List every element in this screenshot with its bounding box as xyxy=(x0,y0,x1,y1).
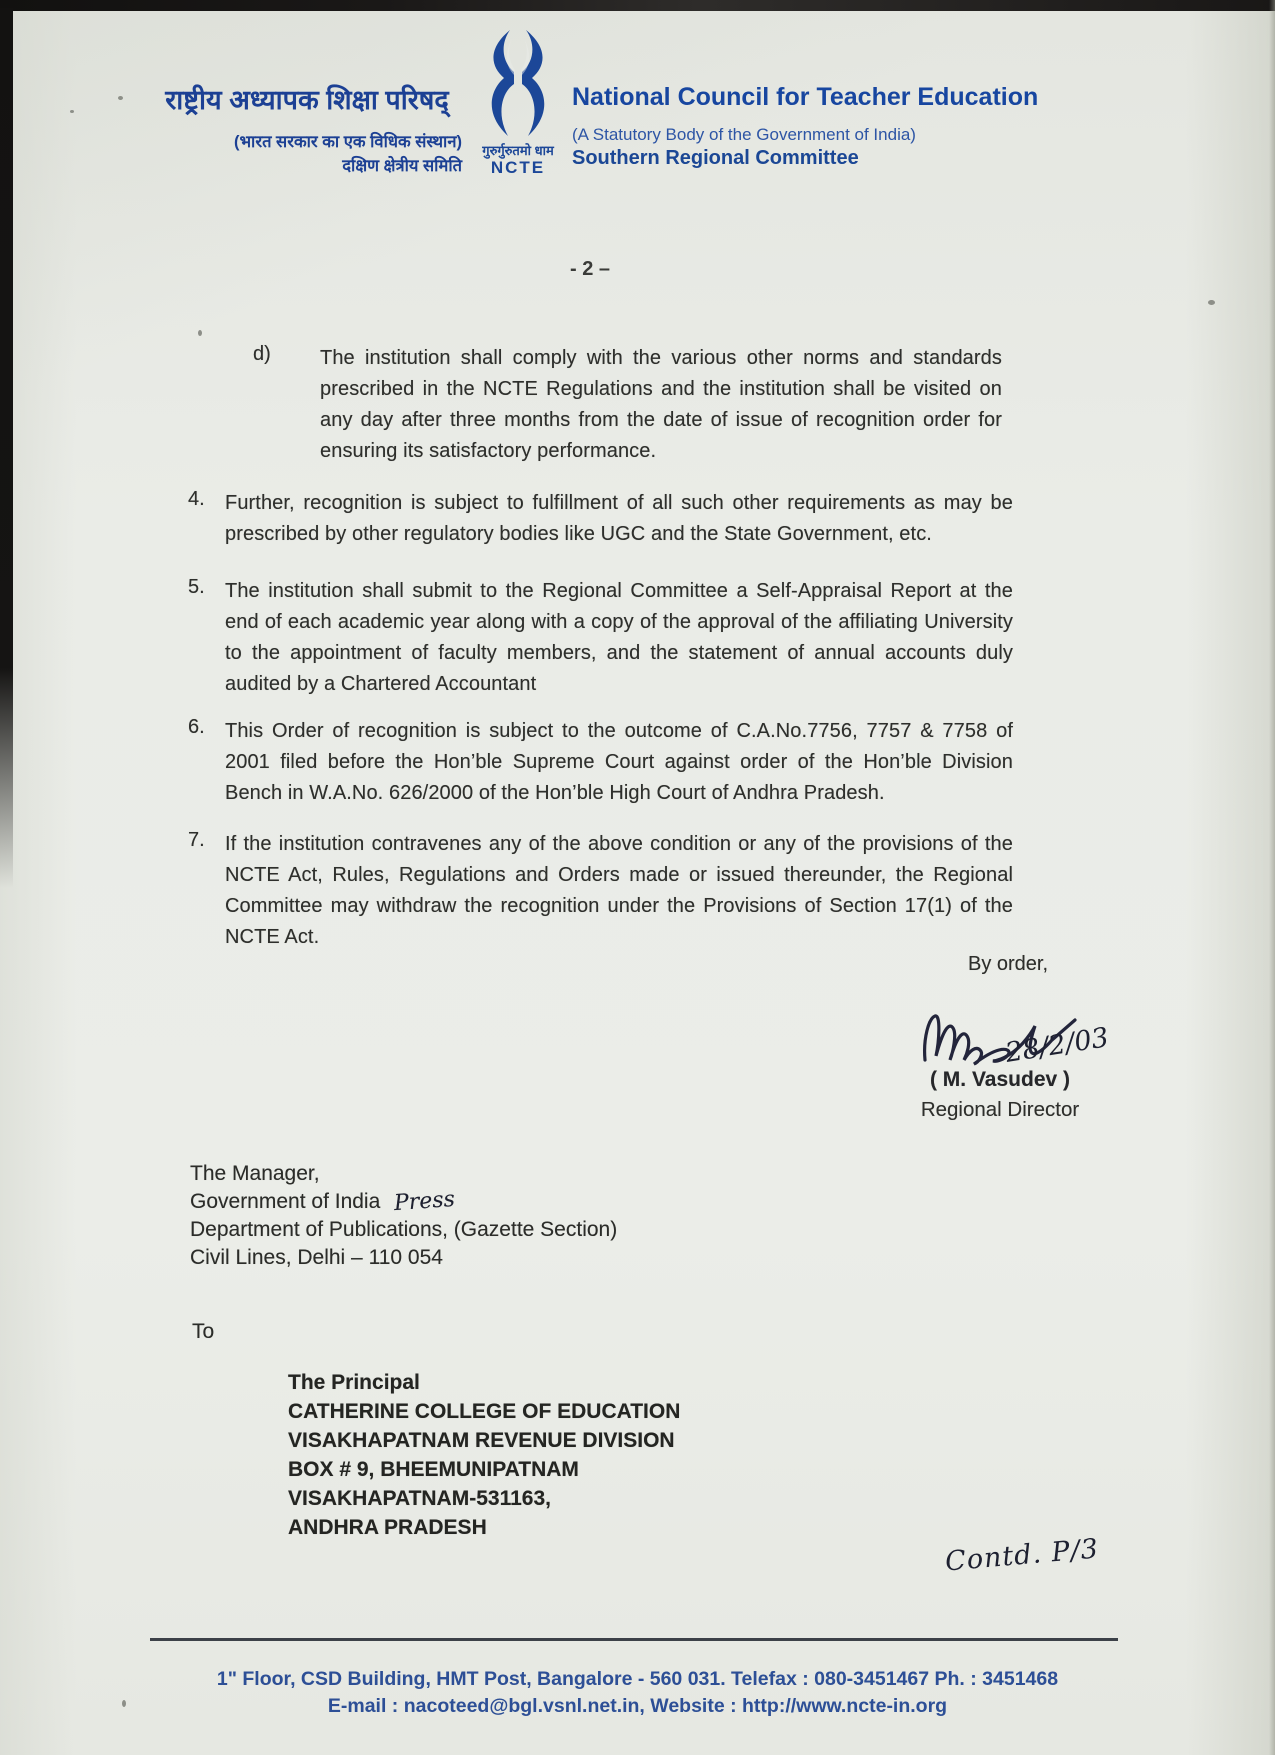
page-number: - 2 – xyxy=(569,258,611,280)
scan-speck xyxy=(70,110,74,113)
org-name-english: National Council for Teacher Education xyxy=(572,83,1039,111)
clause-d-text: The institution shall comply with the various other norms and standards prescribed in the NCTE Regulations and the institution shall be visited on any day after three months from the date of issue of recognition order for ensuring its satisfactory performance. xyxy=(320,347,1002,462)
footer-divider xyxy=(150,1638,1118,1641)
footer-block xyxy=(0,1666,1275,1720)
footer-address: 1" Floor, CSD Building, HMT Post, Bangalore - 560 031. Telefax : 080-3451467 Ph. : 3451468 xyxy=(216,1668,1059,1690)
copy-to-line xyxy=(190,1188,617,1216)
org-subtitle-hindi: (भारत सरकार का एक विधिक संस्थान) xyxy=(233,133,462,151)
clause-4-text: Further, recognition is subject to fulfillment of all such other requirements as may be prescribed by other regulatory bodies like UGC and the State Government, etc. xyxy=(225,492,1013,545)
copy-to-block xyxy=(190,1160,617,1272)
footer-contact: E-mail : nacoteed@bgl.vsnl.net.in, Website : http://www.ncte-in.org xyxy=(327,1695,948,1717)
clause-d-label: d) xyxy=(253,343,271,365)
scan-speck xyxy=(1208,300,1215,305)
by-order-text: By order, xyxy=(968,953,1049,975)
copy-to-line: Department of Publications, (Gazette Section) xyxy=(190,1218,618,1241)
logo-motto: गुरुर्गुरुतमो धाम xyxy=(482,143,554,158)
committee-name-hindi: दक्षिण क्षेत्रीय समिति xyxy=(342,157,462,175)
addressee-line: ANDHRA PRADESH xyxy=(288,1516,487,1539)
scan-edge-top xyxy=(0,0,1275,11)
scan-edge-left xyxy=(0,8,13,888)
contd-handwritten: Contd. P/3 xyxy=(943,1533,1101,1578)
clause-6-text: This Order of recognition is subject to the outcome of C.A.No.7756, 7757 & 7758 of 2001 filed before the Hon’ble Supreme Court against order of the Hon’ble Division Bench in W.A.No. 626/2000 of the Hon’ble High Court of Andhra Pradesh. xyxy=(225,720,1013,804)
signatory-title: Regional Director xyxy=(920,1098,1080,1121)
to-label: To xyxy=(192,1320,215,1343)
scan-edge-right xyxy=(1269,0,1275,1755)
addressee-line: CATHERINE COLLEGE OF EDUCATION xyxy=(288,1400,681,1423)
scan-speck xyxy=(118,96,123,100)
committee-name-english: Southern Regional Committee xyxy=(572,147,859,169)
clause-5-number: 5. xyxy=(188,576,205,598)
clause-5-text: The institution shall submit to the Regional Committee a Self-Appraisal Report at the end of each academic year along with a copy of the approval of the affiliating University to the appointment of faculty members, and the statement of annual accounts duly audited by a Chartered Accountant xyxy=(225,580,1013,695)
clause-6-number: 6. xyxy=(188,716,205,738)
addressee-line: The Principal xyxy=(288,1371,420,1394)
ncte-logo-block xyxy=(468,28,568,178)
org-subtitle-english: (A Statutory Body of the Government of India) xyxy=(572,125,916,144)
signature-date-handwritten: 28/2/03 xyxy=(1003,1022,1111,1069)
ncte-logo-icon xyxy=(472,28,564,138)
scan-speck xyxy=(198,330,202,336)
addressee-block xyxy=(288,1368,680,1542)
logo-acronym: NCTE xyxy=(490,158,546,177)
addressee-line: BOX # 9, BHEEMUNIPATNAM xyxy=(288,1458,579,1481)
clause-4-number: 4. xyxy=(188,488,205,510)
letterhead-english xyxy=(572,82,1042,171)
copy-to-line: Civil Lines, Delhi – 110 054 xyxy=(190,1246,443,1269)
org-name-hindi: राष्ट्रीय अध्यापक शिक्षा परिषद् xyxy=(165,85,449,115)
press-handwritten: Press xyxy=(393,1186,456,1217)
signatory-name: ( M. Vasudev ) xyxy=(929,1068,1071,1091)
letterhead-hindi xyxy=(152,84,462,178)
clause-7-text: If the institution contravenes any of the above condition or any of the provisions of the NCTE Act, Rules, Regulations and Orders made or issued thereunder, the Regional Committee may withdraw the recognition under the Provisions of Section 17(1) of the NCTE Act. xyxy=(225,833,1013,948)
copy-to-line2-printed: Government of India xyxy=(190,1190,381,1213)
addressee-line: VISAKHAPATNAM REVENUE DIVISION xyxy=(288,1429,675,1452)
copy-to-line: The Manager, xyxy=(190,1162,320,1185)
clause-7-number: 7. xyxy=(188,829,205,851)
addressee-line: VISAKHAPATNAM-531163, xyxy=(288,1487,551,1510)
